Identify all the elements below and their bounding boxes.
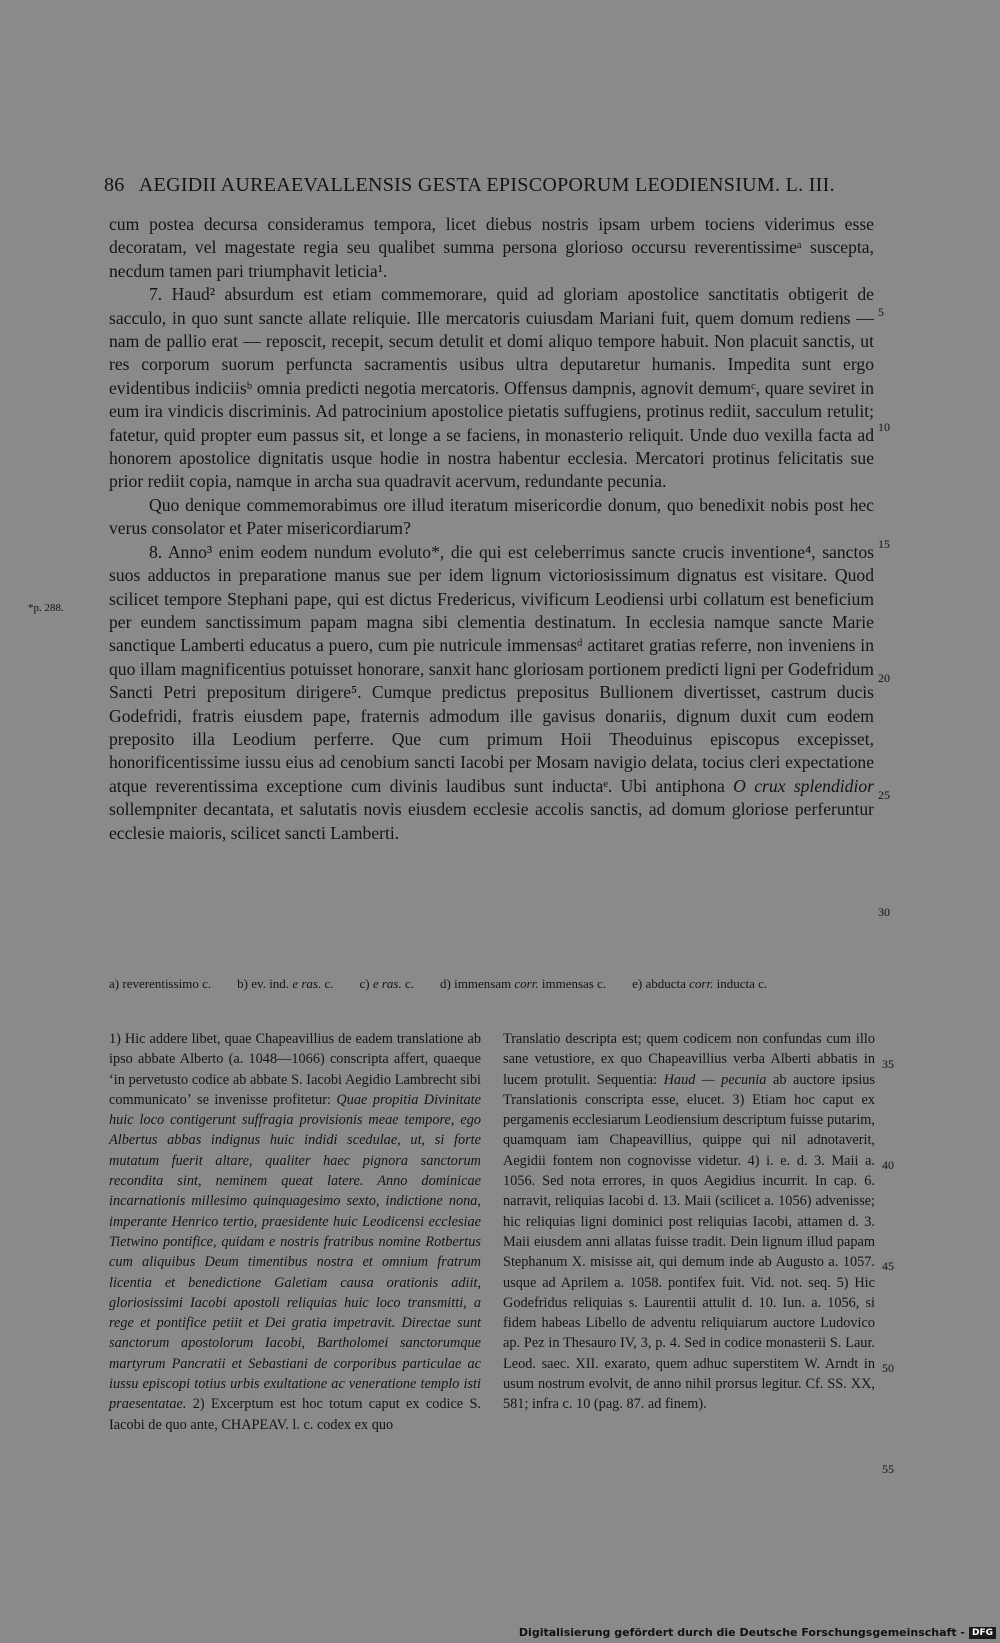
line-number: 20 bbox=[878, 671, 890, 685]
line-number: 10 bbox=[878, 420, 890, 434]
paragraph-8-text-b: sollempniter decantata, et salutatis novis eiusdem ecclesie accolis sanctis, ad domum gloriose perferuntur ecclesie maioris, scilicet sancti Lamberti. bbox=[109, 799, 874, 843]
line-number: 15 bbox=[878, 537, 890, 551]
running-header bbox=[104, 174, 864, 197]
apparatus-entry: a) reverentissimo c. bbox=[109, 976, 212, 991]
apparatus-entry: e) abducta corr. inducta c. bbox=[632, 976, 768, 991]
running-title: AEGIDII AUREAEVALLENSIS GESTA EPISCOPORUM LEODIENSIUM. L. III. bbox=[138, 174, 835, 196]
paragraph-quo-denique: Quo denique commemorabimus ore illud iteratum misericordie donum, quo benedixit nobis post hec verus consolator et Pater misericordiarum? bbox=[109, 494, 874, 539]
page-number: 86 bbox=[104, 174, 125, 196]
funding-footer bbox=[519, 1626, 996, 1639]
footer-text: Digitalisierung gefördert durch die Deutsche Forschungsgemeinschaft - bbox=[518, 1626, 965, 1639]
paragraph-7: 7. Haud² absurdum est etiam commemorare, quid ad gloriam apostolice sanctitatis obtigerit de sacculo, in quo sunt sancte allate reliquie. Ille mercatoris cuiusdam Mariani fuit, quem domum rediens — nam de pallio erat — reposcit, recepit, secum detulit et domi aliquo tempore habuit. Non placuit sanctis, ut res corporum suorum perfuncta sacramentis usibus ultra deputaretur humanis. Impedita sunt ergo evidentibus indiciisᵇ omnia predicti negotia mercatoris. Offensus dampnis, agnovit demumᶜ, quare seviret in eum ira vindicis discriminis. Ad patrocinium apostolice pietatis suffugiens, protinus rediit, sacculum retulit; fatetur, quid propter eum passus sit, et longe a se faciens, in monasterio reliquit. Unde duo vexilla facta ad honorem apostolice dignitatis usque hodie in nostra habentur ecclesia. Mercatori protinus felicitatis sue prior rediit copia, namque in archa sua quadravit acervum, redundante pecunia. bbox=[109, 284, 874, 492]
note-line-number: 50 bbox=[882, 1361, 894, 1375]
note-line-number: 55 bbox=[882, 1462, 894, 1476]
note-line-number: 45 bbox=[882, 1259, 894, 1273]
dfg-logo: DFG bbox=[969, 1627, 996, 1639]
paragraph-8 bbox=[109, 541, 874, 845]
footnote-1: 1) Hic addere libet, quae Chapeavillius de eadem translatione ab ipso abbate Alberto (a. 1048—1066) conscripta affert, quaeque ʻin pervetusto codice ab abbate S. Iacobi Aegidio Lambrecht sibi communicatoʼ se invenisse profitetur: Quae propitia Divinitate huic loco contigerunt suffragia provisionis meae tempore, ego Albertus abbas indignus huic indidi scedulae, ut, si forte mutatum fuerit altare, qualiter haec pignora sanctorum recondita sint, neminem queat latere. Anno dominicae incarnationis millesimo quinquagesimo sexto, indictione nona, imperante Henrico tertio, praesidente huic Leodicensi ecclesiae Tietwino pontifice, quidam e nostris fratribus nomine Rotbertus cum aliquibus Deum timentibus nostra et omnium fratrum licentia et benedictione Galetiam causa orationis adiit, gloriosissimi Iacobi apostoli reliquias huic loco transmitti, a rege et pontifice petiit et Dei gratia impetravit. Directae sunt sanctorum apostolorum Iacobi, Bartholomei sanctorumque martyrum Pancratii et Sebastiani de corporibus particulae ac iussu episcopi totius urbis exultatione ac veneratione templo isti praesentatae. 2) Excerptum est hoc totum caput ex codice S. Iacobi de quo ante, CHAPEAV. l. c. codex ex quo bbox=[109, 1031, 481, 1433]
line-number: 30 bbox=[878, 905, 890, 919]
apparatus-entry: c) e ras. c. bbox=[359, 976, 415, 991]
line-number: 25 bbox=[878, 788, 890, 802]
footnote-2: 2) Excerptum est hoc totum caput ex codice S. Iacobi de quo ante, CHAPEAV. l. c. codex ex quo bbox=[109, 1396, 481, 1433]
footnote-1-quote: Quae propitia Divinitate huic loco contigerunt suffragia provisionis meae tempore, ego Albertus abbas indignus huic indidi scedulae, ut, si forte mutatum fuerit altare, qualiter haec pignora sanctorum recondita sint, neminem queat latere. Anno dominicae incarnationis millesimo quinquagesimo sexto, indictione nona, imperante Henrico tertio, praesidente huic Leodicensi ecclesiae Tietwino pontifice, quidam e nostris fratribus nomine Rotbertus cum aliquibus Deum timentibus nostra et omnium fratrum licentia et benedictione Galetiam causa orationis adiit, gloriosissimi Iacobi apostoli reliquias huic loco transmitti, a rege et pontifice petiit et Dei gratia impetravit. Directae sunt sanctorum apostolorum Iacobi, Bartholomei sanctorumque martyrum Pancratii et Sebastiani de corporibus particulae ac iussu episcopi totius urbis exultatione ac veneratione templo isti praesentatae. bbox=[109, 1091, 481, 1413]
apparatus-entry: b) ev. ind. e ras. c. bbox=[237, 976, 334, 991]
footnote-continuation: Translatio descripta est; quem codicem non confundas cum illo sane vetustiore, ex quo Chapeavillius verba Alberti abbatis in lucem protulit. Sequentia: Haud — pecunia ab auctore ipsius Translationis conscripta esse, elucet. 3) Etiam hoc caput ex pergamenis ecclesiarum Leodiensium descriptum fuisse putarim, quamquam iam Chapeavillius, quippe qui nil adnotaverit, Aegidii fontem non cognovisse videtur. 4) i. e. d. 3. Maii a. 1056. Sed nota errores, in quos Aegidius incurrit. In cap. 6. narravit, reliquias Iacobi d. 13. Maii (scilicet a. 1056) advenisse; hic reliquias ligni dominici post reliquias Iacobi, attamen d. 3. Maii eiusdem anni allatas fuisse tradit. Dein lignum illud papam Stephanum X. misisse ait, qui demum inde ab Augusto a. 1057. usque ad Aprilem a. 1058. pontifex fuit. Vid. not. seq. 5) Hic Godefridus reliquias s. Laurentii attulit d. 10. Iun. a. 1056, si fidem habeas Libello de adventu reliquiarum auctore Ludovico ap. Pez in Thesauro IV, 3, p. 4. Sed in codice monasterii S. Laur. Leod. saec. XII. exarato, quem adhuc superstitem W. Arndt in usum nostrum evolvit, de anno nihil prorsus legitur. Cf. SS. XX, 581; infra c. 10 (pag. 87. ad finem). bbox=[503, 1031, 876, 1413]
antiphon-title: O crux splendidior bbox=[733, 775, 874, 796]
margin-page-reference: *p. 288. bbox=[28, 602, 64, 614]
footnotes-left-column bbox=[109, 1029, 481, 1435]
apparatus-entry: d) immensam corr. immensas c. bbox=[440, 976, 607, 991]
line-number: 5 bbox=[878, 305, 884, 319]
footnote-citation: Haud — pecunia bbox=[663, 1071, 767, 1088]
footnotes-right-column bbox=[503, 1029, 875, 1415]
paragraph-8-text-a: 8. Anno³ enim eodem nundum evoluto*, die qui est celeberrimus sancte crucis inventione⁴, sanctos suos adductos in preparatione manus sue per idem lignum victoriosissimum dignatus est visitare. Quod scilicet tempore Stephani pape, qui est dictus Fredericus, vivificum Leodiensi urbi collatum est beneficium per eundem sanctissimum papam magna sibi clementia destinatum. In ecclesia namque sancte Marie sanctique Lamberti educatus a puero, cum pie nutricule immensasᵈ actitaret gratias referre, non inveniens in quo illam magnificentius potuisset honorare, sanxit hanc gloriosam portionem predicti ligni per Godefridum Sancti Petri prepositum dirigere⁵. Cumque predictus prepositus Bullionem divertisset, castrum ducis Godefridi, fratris eiusdem pape, fraternis admodum ille gavisus donariis, dignum duxit cum eodem preposito illa Leodium perferre. Que cum primum Hoii Theoduinus episcopus excepisset, honorificentissime iussu eius ad cenobium sancti Iacobi per Mosam navigio delata, tocius cleri expectatione atque reverentissima exceptione cum divinis laudibus sunt inductaᵉ. Ubi antiphona bbox=[109, 541, 874, 796]
note-line-number: 35 bbox=[882, 1057, 894, 1071]
note-line-number: 40 bbox=[882, 1158, 894, 1172]
paragraph-1: cum postea decursa consideramus tempora, licet diebus nostris ipsam urbem tociens viderimus esse decoratam, vel magestate regia seu qualibet summa persona glorioso occursu reverentissimeᵃ suscepta, necdum tamen pari triumphavit leticia¹. bbox=[109, 214, 874, 281]
main-text bbox=[109, 213, 874, 845]
critical-apparatus bbox=[109, 975, 874, 993]
